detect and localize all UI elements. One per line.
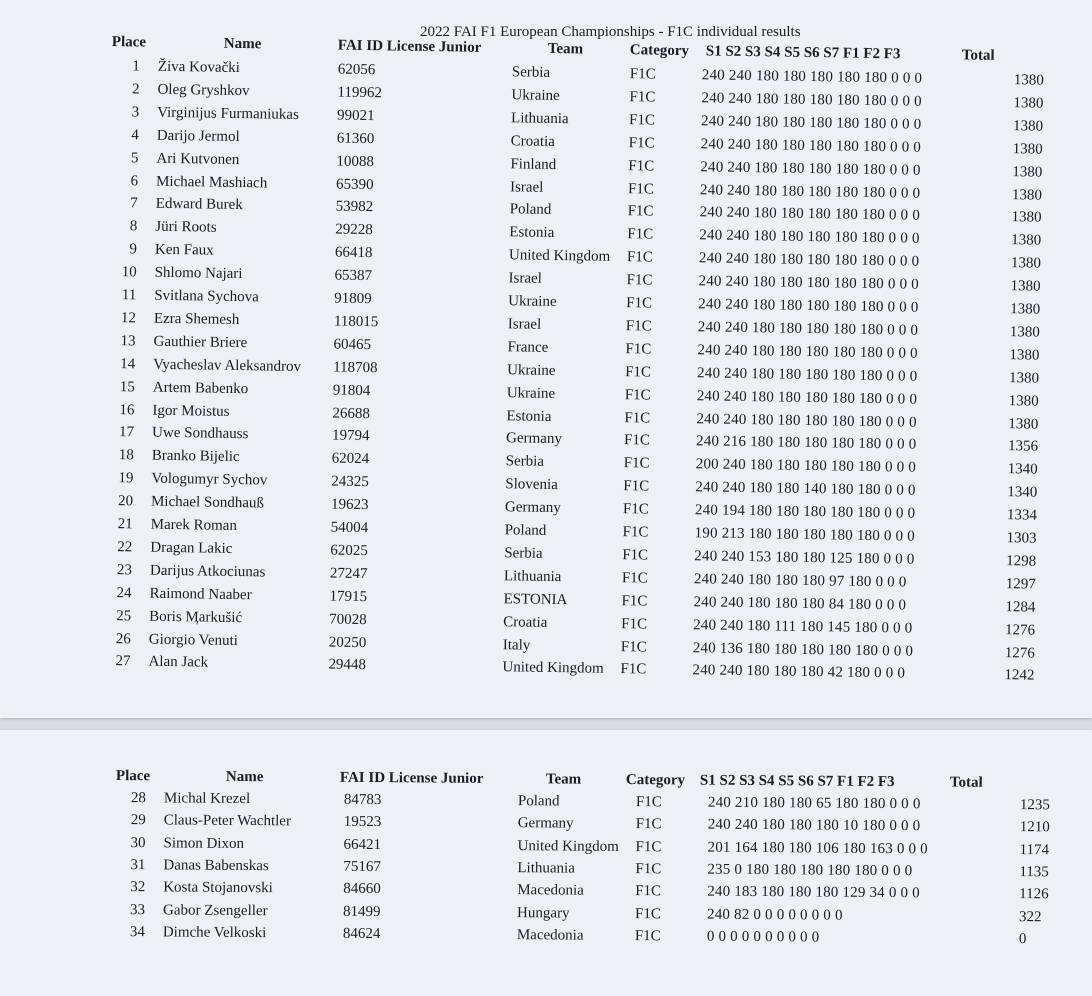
fai-id-cell: 10088 [336,153,375,170]
header-team: Team [545,771,582,788]
team-cell: Serbia [504,545,543,562]
total-cell: 1303 [1006,530,1037,547]
place-cell: 27 [115,653,131,670]
name-cell: Oleg Gryshkov [157,81,250,100]
fai-id-cell: 66418 [334,244,373,262]
scores-cell: 240 82 0 0 0 0 0 0 0 0 [706,906,843,924]
team-cell: Poland [504,522,547,539]
category-cell: F1C [635,816,662,833]
scores-cell: 240 240 180 180 180 180 180 0 0 0 [701,90,922,110]
page-title: 2022 FAI F1 European Championships - F1C individual results [420,24,801,40]
category-cell: F1C [628,157,655,175]
category-cell: F1C [635,883,662,900]
name-cell: Svitlana Sychova [154,287,259,306]
total-cell: 1380 [1008,392,1039,410]
scores-cell: 190 213 180 180 180 180 180 0 0 0 [694,525,916,545]
place-cell: 32 [130,879,146,896]
header-team: Team [547,40,584,58]
category-cell: F1C [622,524,649,541]
name-cell: Igor Moistus [152,402,230,420]
total-cell: 322 [1018,908,1042,925]
team-cell: France [507,339,549,356]
place-cell: 7 [130,195,138,212]
team-cell: Ukraine [511,87,560,104]
name-cell: Michal Krezel [163,790,251,808]
category-cell: F1C [624,386,651,404]
team-cell: Macedonia [517,882,584,899]
category-cell: F1C [628,111,656,129]
fai-id-cell: 118708 [333,359,378,376]
scores-cell: 240 240 180 180 180 42 180 0 0 0 [692,662,906,682]
scores-cell: 240 240 180 180 180 180 180 0 0 0 [698,250,920,270]
place-cell: 9 [129,241,138,258]
results-sheet-bottom [0,730,1092,996]
total-cell: 1380 [1008,415,1039,433]
total-cell: 1380 [1012,140,1043,158]
place-cell: 30 [130,834,146,851]
total-cell: 1380 [1009,324,1040,341]
fai-id-cell: 99021 [337,107,375,124]
total-cell: 1284 [1005,598,1036,616]
fai-id-cell: 17915 [329,588,368,605]
total-cell: 1242 [1004,667,1035,684]
scores-cell: 240 240 180 180 180 180 180 0 0 0 [699,227,920,248]
fai-id-cell: 62024 [331,450,370,468]
fai-id-cell: 29228 [335,221,373,239]
team-cell: Germany [517,815,574,832]
fai-id-cell: 61360 [336,130,375,147]
scores-cell: 240 240 180 180 180 180 180 0 0 0 [697,364,918,385]
name-cell: Kosta Stojanovski [163,879,273,897]
place-cell: 22 [117,539,133,556]
scores-cell: 240 240 180 180 180 180 180 0 0 0 [700,158,921,179]
category-cell: F1C [635,860,662,878]
fai-id-cell: 62025 [330,542,368,559]
team-cell: United Kingdom [517,837,619,855]
fai-id-cell: 24325 [331,473,369,491]
place-cell: 26 [115,630,132,647]
category-cell: F1C [626,272,653,289]
team-cell: Serbia [505,453,545,471]
total-cell: 1380 [1008,369,1040,387]
total-cell: 1298 [1006,552,1037,570]
header-name: Name [225,768,264,786]
scores-cell: 201 164 180 180 106 180 163 0 0 0 [707,839,928,857]
category-cell: F1C [621,615,648,633]
total-cell: 1340 [1007,484,1038,501]
category-cell: F1C [623,478,650,495]
scores-cell: 240 210 180 180 65 180 180 0 0 0 [707,794,921,813]
place-cell: 11 [121,287,137,304]
team-cell: Germany [504,499,561,517]
header-name: Name [223,35,262,53]
header-total: Total [949,774,983,791]
fai-id-cell: 53982 [335,198,374,216]
scores-cell: 240 240 180 180 180 180 180 0 0 0 [700,113,922,133]
header-fai-id: FAI ID License Junior [337,37,482,56]
place-cell: 20 [117,493,134,510]
team-cell: Hungary [516,904,570,922]
place-cell: 17 [118,424,135,441]
name-cell: Ari Kutvonen [156,150,240,168]
category-cell: F1C [634,905,661,922]
category-cell: F1C [626,249,653,266]
place-cell: 6 [130,172,139,189]
fai-id-cell: 91809 [334,290,372,308]
team-cell: Ukraine [507,361,556,379]
total-cell: 1297 [1005,575,1036,593]
category-cell: F1C [625,340,652,358]
category-cell: F1C [623,455,650,472]
name-cell: Marek Roman [150,516,238,535]
scores-cell: 240 240 180 180 180 180 180 0 0 0 [696,387,918,408]
team-cell: Croatia [503,613,548,631]
scores-cell: 240 240 180 111 180 145 180 0 0 0 [693,616,913,637]
header-scores: S1 S2 S3 S4 S5 S6 S7 F1 F2 F3 [699,772,895,791]
team-cell: Poland [509,201,552,219]
total-cell: 1380 [1011,186,1043,204]
name-cell: Edward Burek [155,196,243,214]
category-cell: F1C [635,838,662,855]
scores-cell: 200 240 180 180 180 180 180 0 0 0 [695,456,917,476]
total-cell: 1380 [1013,72,1044,89]
scores-cell: 235 0 180 180 180 180 180 0 0 0 [707,861,913,880]
fai-id-cell: 84624 [342,925,381,942]
name-cell: Giorgio Venuti [148,631,239,649]
scores-cell: 240 240 180 180 180 180 180 0 0 0 [699,181,921,202]
team-cell: Slovenia [505,476,558,494]
total-cell: 1380 [1012,117,1044,135]
total-cell: 1126 [1019,886,1049,903]
fai-id-cell: 19523 [343,814,382,831]
total-cell: 1380 [1011,209,1042,227]
fai-id-cell: 65387 [334,267,373,285]
name-cell: Darijo Jermol [156,127,240,145]
scores-cell: 240 240 180 180 180 180 180 0 0 0 [699,204,921,225]
header-place: Place [111,34,147,51]
header-category: Category [625,772,686,789]
scores-cell: 240 240 180 180 180 180 180 0 0 0 [700,135,922,156]
place-cell: 13 [120,332,136,350]
total-cell: 1210 [1019,819,1050,836]
category-cell: F1C [626,295,653,312]
team-cell: Macedonia [516,926,584,944]
place-cell: 24 [116,584,132,602]
fai-id-cell: 19794 [331,427,370,445]
category-cell: F1C [634,927,661,945]
place-cell: 5 [130,149,139,167]
scores-cell: 240 240 180 180 180 180 180 0 0 0 [696,410,917,431]
total-cell: 1334 [1006,507,1038,524]
team-cell: Serbia [511,64,551,81]
team-cell: Ukraine [508,293,557,311]
name-cell: Darijus Atkociunas [149,562,266,581]
place-cell: 18 [118,447,134,464]
place-cell: 19 [118,470,134,487]
scores-cell: 240 240 180 180 180 10 180 0 0 0 [707,816,921,835]
scores-cell: 240 240 180 180 140 180 180 0 0 0 [695,479,916,499]
category-cell: F1C [620,638,647,655]
place-cell: 14 [120,355,136,373]
team-cell: Estonia [506,407,552,425]
place-cell: 33 [129,901,146,918]
fai-id-cell: 66421 [343,836,382,853]
fai-id-cell: 29448 [328,656,367,674]
place-cell: 34 [129,923,145,941]
fai-id-cell: 65390 [335,176,374,193]
name-cell: Michael Mashiach [155,173,268,191]
place-cell: 29 [130,812,146,829]
place-cell: 1 [132,58,140,75]
name-cell: Simon Dixon [163,834,245,852]
name-cell: Živa Kovački [157,58,241,77]
total-cell: 1380 [1010,255,1042,272]
place-cell: 16 [119,401,135,418]
total-cell: 0 [1018,930,1027,947]
category-cell: F1C [622,546,649,564]
scores-cell: 240 183 180 180 180 129 34 0 0 0 [707,883,920,902]
total-cell: 1174 [1019,841,1050,858]
category-cell: F1C [629,66,656,83]
fai-id-cell: 81499 [342,903,381,920]
fai-id-cell: 20250 [328,633,367,651]
fai-id-cell: 60465 [333,336,372,353]
category-cell: F1C [627,180,654,198]
team-cell: ESTONIA [503,590,568,608]
name-cell: Raimond Naaber [149,585,252,603]
header-fai-id: FAI ID License Junior [339,769,484,787]
team-cell: Italy [502,636,531,654]
name-cell: Uwe Sondhauss [151,425,249,443]
fai-id-cell: 62056 [337,61,376,79]
team-cell: Croatia [510,132,556,150]
name-cell: Boris Ӎarkušić [149,608,243,626]
team-cell: Poland [517,793,560,810]
scores-cell: 240 194 180 180 180 180 180 0 0 0 [694,502,916,522]
category-cell: F1C [624,409,651,426]
place-cell: 10 [121,264,137,281]
total-cell: 1380 [1012,163,1043,181]
total-cell: 1276 [1005,621,1036,639]
place-cell: 23 [116,561,133,579]
header-scores: S1 S2 S3 S4 S5 S6 S7 F1 F2 F3 [705,43,901,63]
fai-id-cell: 119962 [337,84,383,102]
scores-cell: 240 240 180 180 180 180 180 0 0 0 [701,67,923,87]
name-cell: Gabor Zsengeller [162,901,268,919]
team-cell: Finland [510,155,557,173]
name-cell: Danas Babenskas [163,857,269,875]
fai-id-cell: 70028 [329,611,367,628]
name-cell: Virginijus Furmaniukas [157,104,300,123]
fai-id-cell: 27247 [329,565,368,582]
name-cell: Alan Jack [148,654,209,671]
team-cell: United Kingdom [502,659,604,678]
name-cell: Vologumyr Sychov [151,470,268,489]
total-cell: 1380 [1009,346,1040,364]
fai-id-cell: 91804 [332,382,371,399]
name-cell: Branko Bijelic [151,447,240,466]
category-cell: F1C [625,363,652,381]
fai-id-cell: 54004 [330,519,369,537]
place-cell: 4 [131,127,139,144]
total-cell: 1340 [1007,461,1038,478]
team-cell: Ukraine [506,384,556,402]
team-cell: Lithuania [517,860,575,877]
total-cell: 1356 [1007,438,1039,455]
place-cell: 3 [131,104,140,121]
fai-id-cell: 26688 [332,405,371,422]
team-cell: United Kingdom [508,247,611,266]
team-cell: Israel [507,316,542,333]
scores-cell: 240 240 180 180 180 180 180 0 0 0 [697,342,918,362]
place-cell: 31 [130,856,146,874]
fai-id-cell: 84660 [343,880,381,898]
team-cell: Lithuania [503,568,562,585]
total-cell: 1380 [1010,301,1041,318]
total-cell: 1235 [1019,797,1050,814]
place-cell: 28 [130,790,146,807]
category-cell: F1C [621,569,648,587]
total-cell: 1380 [1011,232,1042,249]
fai-id-cell: 84783 [343,791,382,809]
category-cell: F1C [625,317,652,335]
scores-cell: 240 240 180 180 180 97 180 0 0 0 [693,571,907,591]
name-cell: Vyacheslav Aleksandrov [153,356,302,375]
name-cell: Claus-Peter Wachtler [163,812,292,830]
scores-cell: 240 240 153 180 180 125 180 0 0 0 [694,548,915,568]
place-cell: 8 [129,218,138,235]
fai-id-cell: 19623 [330,496,369,514]
name-cell: Ezra Shemesh [153,310,240,328]
team-cell: Israel [508,270,543,287]
place-cell: 25 [116,607,132,624]
total-cell: 1135 [1019,863,1049,881]
team-cell: Israel [509,178,544,196]
scores-cell: 0 0 0 0 0 0 0 0 0 0 [706,928,820,946]
scores-cell: 240 136 180 180 180 180 180 0 0 0 [692,639,914,660]
category-cell: F1C [627,203,654,220]
category-cell: F1C [622,501,649,518]
scores-cell: 240 240 180 180 180 180 180 0 0 0 [698,273,920,293]
place-cell: 2 [131,81,140,98]
name-cell: Artem Babenko [152,379,249,397]
name-cell: Shlomo Najari [154,264,243,283]
category-cell: F1C [628,134,655,152]
category-cell: F1C [621,592,648,610]
scores-cell: 240 240 180 180 180 180 180 0 0 0 [698,296,919,316]
name-cell: Dimche Velkoski [162,924,267,941]
team-cell: Lithuania [510,110,569,127]
category-cell: F1C [629,89,656,106]
place-cell: 15 [119,378,135,395]
name-cell: Dragan Lakic [150,539,233,557]
team-cell: Estonia [509,224,555,242]
total-cell: 1380 [1010,278,1041,295]
fai-id-cell: 75167 [343,858,381,875]
category-cell: F1C [635,794,662,811]
fai-id-cell: 118015 [333,313,379,331]
scores-cell: 240 240 180 180 180 84 180 0 0 0 [693,593,907,614]
name-cell: Michael Sondhauß [150,493,265,512]
total-cell: 1276 [1004,644,1035,662]
team-cell: Germany [505,430,563,448]
header-total: Total [961,47,995,64]
total-cell: 1380 [1013,95,1044,112]
name-cell: Gauthier Briere [153,333,248,351]
category-cell: F1C [627,226,654,243]
place-cell: 21 [117,516,133,533]
header-place: Place [115,768,151,785]
scores-cell: 240 240 180 180 180 180 180 0 0 0 [697,319,919,339]
name-cell: Ken Faux [154,241,214,259]
place-cell: 12 [120,310,137,327]
category-cell: F1C [620,661,647,678]
scores-cell: 240 216 180 180 180 180 180 0 0 0 [695,433,917,454]
name-cell: Jüri Roots [155,218,217,236]
header-category: Category [629,42,690,60]
category-cell: F1C [623,432,651,449]
